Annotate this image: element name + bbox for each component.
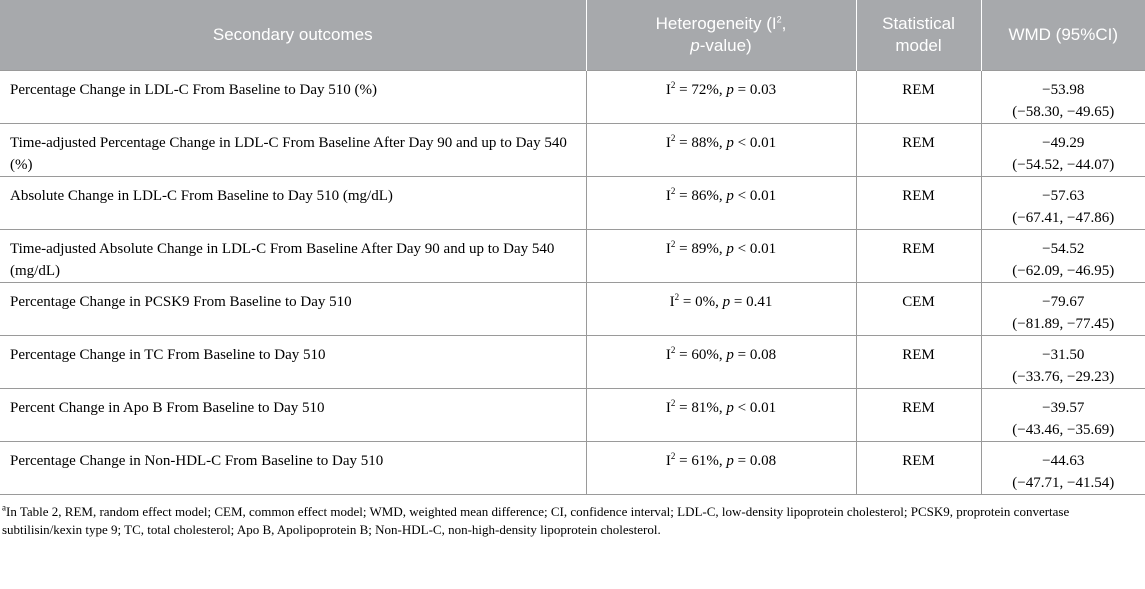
cell-outcome: Percentage Change in TC From Baseline to Day 510 [0, 336, 586, 389]
footnote-marker: a [2, 502, 6, 513]
cell-wmd [981, 177, 1145, 230]
cell-model: CEM [856, 283, 981, 336]
header-outcomes: Secondary outcomes [0, 0, 586, 71]
wmd-ci: (−67.41, −47.86) [1012, 210, 1115, 226]
wmd-ci: (−62.09, −46.95) [1012, 263, 1115, 279]
wmd-value: −57.63 [1042, 188, 1085, 204]
table-row [0, 124, 1145, 177]
cell-wmd [981, 124, 1145, 177]
cell-heterogeneity: $I^2 = 88\%$, p < 0.01 [586, 124, 856, 177]
wmd-value: −53.98 [1042, 82, 1085, 98]
wmd-value: −54.52 [1042, 241, 1085, 257]
cell-outcome: Percentage Change in LDL-C From Baseline to Day 510 (%) [0, 71, 586, 124]
cell-heterogeneity: $I^2 = 86\%$, p < 0.01 [586, 177, 856, 230]
cell-outcome: Time-adjusted Percentage Change in LDL-C From Baseline After Day 90 and up to Day 540 (%) [0, 124, 586, 177]
cell-model: REM [856, 71, 981, 124]
wmd-ci: (−33.76, −29.23) [1012, 369, 1115, 385]
cell-heterogeneity: $I^2 = 61\%$, p = 0.08 [586, 442, 856, 495]
wmd-value: −79.67 [1042, 294, 1085, 310]
wmd-value: −49.29 [1042, 135, 1085, 151]
table-footnote [0, 495, 1145, 539]
table-row [0, 442, 1145, 495]
table-row [0, 71, 1145, 124]
cell-wmd [981, 442, 1145, 495]
cell-heterogeneity: $I^2 = 89\%$, p < 0.01 [586, 230, 856, 283]
table-row [0, 389, 1145, 442]
cell-heterogeneity: $I^2 = 0\%$, p = 0.41 [586, 283, 856, 336]
cell-wmd [981, 71, 1145, 124]
cell-wmd [981, 389, 1145, 442]
wmd-ci: (−43.46, −35.69) [1012, 422, 1115, 438]
cell-model: REM [856, 177, 981, 230]
cell-model: REM [856, 124, 981, 177]
table-row [0, 336, 1145, 389]
cell-model: REM [856, 336, 981, 389]
table-header-row [0, 0, 1145, 71]
footnote-text: In Table 2, REM, random effect model; CEM, common effect model; WMD, weighted mean difference; CI, confidence interval; LDL-C, low-density lipoprotein cholesterol; PCSK9, proprotein convertase subtilisin/kexin type 9; TC, total cholesterol; Apo B, Apolipoprotein B; Non-HDL-C, non-high-density lipoprotein cholesterol. [2, 504, 1070, 537]
cell-wmd [981, 336, 1145, 389]
header-wmd: WMD (95%CI) [981, 0, 1145, 71]
wmd-ci: (−47.71, −41.54) [1012, 475, 1115, 491]
header-statistical-model: Statistical model [856, 0, 981, 71]
cell-outcome: Percentage Change in PCSK9 From Baseline to Day 510 [0, 283, 586, 336]
wmd-ci: (−54.52, −44.07) [1012, 157, 1115, 173]
cell-wmd [981, 283, 1145, 336]
cell-outcome: Percentage Change in Non-HDL-C From Baseline to Day 510 [0, 442, 586, 495]
wmd-value: −44.63 [1042, 453, 1085, 469]
cell-outcome: Absolute Change in LDL-C From Baseline to Day 510 (mg/dL) [0, 177, 586, 230]
wmd-ci: (−81.89, −77.45) [1012, 316, 1115, 332]
cell-heterogeneity: $I^2 = 60\%$, p = 0.08 [586, 336, 856, 389]
wmd-value: −39.57 [1042, 400, 1085, 416]
cell-heterogeneity: $I^2 = 81\%$, p < 0.01 [586, 389, 856, 442]
wmd-value: −31.50 [1042, 347, 1085, 363]
header-heterogeneity: Heterogeneity ($I^2$, p-value) [586, 0, 856, 71]
cell-model: REM [856, 442, 981, 495]
cell-model: REM [856, 389, 981, 442]
cell-heterogeneity: $I^2 = 72\%$, p = 0.03 [586, 71, 856, 124]
cell-outcome: Percent Change in Apo B From Baseline to Day 510 [0, 389, 586, 442]
cell-model: REM [856, 230, 981, 283]
table-row [0, 230, 1145, 283]
table-row [0, 177, 1145, 230]
wmd-ci: (−58.30, −49.65) [1012, 104, 1115, 120]
cell-wmd [981, 230, 1145, 283]
table-row [0, 283, 1145, 336]
cell-outcome: Time-adjusted Absolute Change in LDL-C From Baseline After Day 90 and up to Day 540 (mg/dL) [0, 230, 586, 283]
